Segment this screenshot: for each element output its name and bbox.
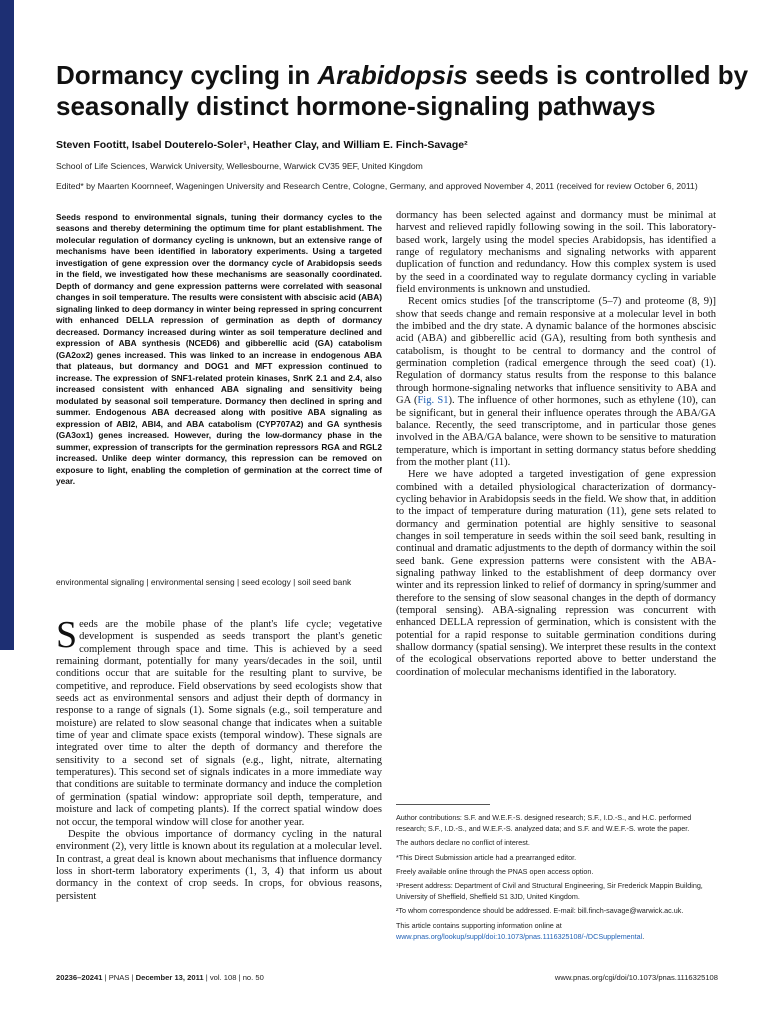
article-title bbox=[56, 60, 756, 122]
footer-journal: PNAS bbox=[108, 973, 130, 982]
footer-separator: | bbox=[131, 973, 134, 982]
body-column-left bbox=[56, 614, 382, 903]
intro-paragraph-1-text: eeds are the mobile phase of the plant's life cycle; vegetative development is suspended as seeds transport the plant's genetic complement through space and time. This is achieved by a seed remaining dormant, potentially for many years/decades in the soil, until conditions occur that are suitable for the resulting plant to survive, be competitive, and reproduce. Field observations by seed ecologists show that seeds act as environmental sensors and adjust their depth of dormancy in response to a range of signals (1). Some signals (e.g., soil temperature and moisture) are related to slow seasonal change that indicates when a suitable time of year and climate space exists (temporal window). These signals are integrated over time to alter the depth of dormancy and therefore the sensitivity to a second set of signals (e.g., light, nitrate, alternating temperatures). This second set of signals indicates in a more immediate way that conditions are suitable to terminate dormancy and induce the completion of germination (spatial window: appropriate soil depth, temperature, and moisture and lack of competing plants). If the correct spatial window does not occur, the temporal window will close for another year. bbox=[56, 619, 382, 828]
journal-sidebar bbox=[0, 0, 44, 650]
supporting-info-text: This article contains supporting information online at bbox=[396, 920, 562, 930]
intro-paragraph-5: Here we have adopted a targeted investigation of gene expression combined with a detailed physiological characterization of dormancy-cycling behavior in Arabidopsis seeds in the field. We show that, in addition to the impact of temperature during maturation (11), gene sets related to dormancy and germination potential are highly sensitive to seasonal changes in soil temperature in seeds within the soil seed bank, resulting in continual and dramatic adjustments to the depth of dormancy within the soil seed bank. Gene expression patterns were consistent with the ABA-signaling pathway linked to the establishment of deep dormancy over winter and its repression linked to relief of dormancy in spring/summer and therefore to the sensing of slow seasonal changes in the depth of dormancy (temporal sensing). ABA-signaling repression was concurrent with enhanced DELLA repression of germination, which is consistent with the potential for a rapid response to suitable germination conditions during shallow dormancy (spatial sensing). We interpret these results in the context of the ecological observations reported above to better understand the coordination of molecular mechanisms identified in the laboratory. bbox=[396, 469, 716, 678]
author-contributions: Author contributions: S.F. and W.E.F.-S. designed research; S.F., I.D.-S., and H.C. performed research; S.F., I.D.-S., and W.E.F.-S. analyzed data; and S.F. and W.E.F.-S. wrote the paper. bbox=[396, 813, 692, 834]
footer-citation bbox=[56, 973, 264, 982]
footer-doi: www.pnas.org/cgi/doi/10.1073/pnas.1116325108 bbox=[554, 973, 718, 982]
footer-separator: | bbox=[104, 973, 107, 982]
footnote-divider bbox=[396, 804, 490, 805]
footnotes bbox=[396, 812, 718, 945]
footer-issue: no. 50 bbox=[242, 973, 264, 982]
paragraph-4-text-a: Recent omics studies [of the transcriptome (5–7) and proteome (8, 9)] show that seeds change and remain responsive at a molecular level in both the imbibed and the dry state. A dynamic balance of the hormones abscisic acid (ABA) and gibberellic acid (GA), resulting from both synthesis and catabolism, is thought to be central to dormancy and the control of germination completion (radical emergence through the seed coat) (1). Regulation of dormancy status results from the response to this balance through hormone-signaling networks that influence sensitivity to ABA and GA ( bbox=[396, 296, 716, 407]
body-column-right bbox=[396, 210, 716, 679]
correspondence-note: ²To whom correspondence should be addressed. E-mail: bill.finch-savage@warwick.ac.uk. bbox=[396, 906, 684, 916]
intro-paragraph-3: dormancy has been selected against and dormancy must be minimal at harvest and relieved rapidly following sowing in the soil. This laboratory-based work, largely using the model species Arabidopsis, has identified a range of regulatory mechanisms and signaling networks with apparent duplication of function and redundancy. How this complex system is used by the seed in a coordinated way to regulate dormancy cycling in variable field environments is unknown and unstudied. bbox=[396, 210, 716, 296]
footer-volume: vol. 108 bbox=[209, 973, 237, 982]
sidebar-color-strip bbox=[0, 0, 14, 650]
abstract: Seeds respond to environmental signals, tuning their dormancy cycles to the seasons and thereby determining the optimum time for plant establishment. The molecular regulation of dormancy cycling is unknown, but an extensive range of mechanisms have been identified in laboratory experiments. Using a targeted investigation of gene expression over the dormancy cycle of Arabidopsis seeds in the field, we investigated how these mechanisms are seasonally coordinated. Depth of dormancy and gene expression patterns were correlated with seasonal changes in soil temperature. The results were consistent with abscisic acid (ABA) signaling linked to deep dormancy in winter being repressed in spring concurrent with enhanced DELLA repression of germination as depth of dormancy decreased. Dormancy increased during winter as soil temperature declined and expression of ABA synthesis (NCED6) and gibberellic acid (GA) catabolism (GA2ox2) genes increased. This was linked to an increase in endogenous ABA that plateaus, but dormancy and DOG1 and MFT expression continued to increase. The expression of SNF1-related protein kinases, SnrK 2.1 and 2.4, also increased consistent with enhanced ABA signaling and sensitivity being modulated by seasonal soil temperature. Dormancy then declined in spring and summer. Endogenous ABA decreased along with positive ABA signaling as expression of ABI2, ABI4, and ABA catabolism (CYP707A2) and GA synthesis (GA3ox1) genes increased. However, during the low-dormancy phase in the summer, expression of transcripts for the germination repressors RGA and RGL2 increased. Unlike deep winter dormancy, this repression can be removed on exposure to light, enabling the completion of germination at the correct time of year. bbox=[56, 212, 382, 487]
edited-by: Edited* by Maarten Koornneef, Wageningen University and Research Centre, Cologne, Germany, and approved November 4, 2011 (received for review October 6, 2011) bbox=[56, 181, 698, 191]
keywords: environmental signaling | environmental sensing | seed ecology | soil seed bank bbox=[56, 577, 352, 587]
affiliation: School of Life Sciences, Warwick University, Wellesbourne, Warwick CV35 9EF, United Kingdom bbox=[56, 161, 423, 171]
footer-pages: 20236–20241 bbox=[56, 973, 103, 982]
title-part2: seeds is controlled by seasonally distinct hormone-signaling pathways bbox=[56, 60, 749, 121]
intro-paragraph-1 bbox=[56, 614, 382, 829]
conflict-statement: The authors declare no conflict of interest. bbox=[396, 838, 530, 848]
intro-paragraph-2: Despite the obvious importance of dormancy cycling in the natural environment (2), very little is known about its regulation at a molecular level. In contrast, a great deal is known about mechanisms that influence dormancy loss in short-term laboratory experiments (1, 3, 4) that inform us about dormancy in the context of crop seeds. In crops, for obvious reasons, persistent bbox=[56, 828, 382, 902]
title-part1: Dormancy cycling in bbox=[56, 60, 318, 90]
title-italic: Arabidopsis bbox=[317, 60, 468, 90]
figure-s1-link[interactable]: Fig. S1 bbox=[417, 395, 449, 407]
open-access-note: Freely available online through the PNAS open access option. bbox=[396, 866, 594, 876]
author-list: Steven Footitt, Isabel Douterelo-Soler¹, Heather Clay, and William E. Finch-Savage² bbox=[56, 139, 468, 151]
supporting-info-link[interactable]: www.pnas.org/lookup/suppl/doi:10.1073/pnas.1116325108/-/DCSupplemental bbox=[396, 931, 643, 941]
present-address-note: ¹Present address: Department of Civil and Structural Engineering, Sir Frederick Mappin Building, University of Sheffield, Sheffield S1 3JD, United Kingdom. bbox=[396, 881, 703, 902]
supporting-info-end: . bbox=[642, 931, 645, 941]
paragraph-4-text-b: ). The influence of other hormones, such as ethylene (10), can be significant, but in general their influence operates through the ABA/GA balance. Recently, the seed transcriptome, and in particular those genes involved in the ABA/GA balance, were shown to be sensitive to maturation temperature, which is important in setting dormancy status before shedding from the mother plant (11). bbox=[396, 395, 716, 468]
intro-paragraph-4 bbox=[396, 296, 716, 469]
supporting-info-note bbox=[396, 920, 718, 942]
footer-date: December 13, 2011 bbox=[135, 973, 204, 982]
footer-separator: | bbox=[238, 973, 241, 982]
footer-separator: | bbox=[205, 973, 208, 982]
drop-cap: S bbox=[56, 614, 78, 656]
direct-submission-note: *This Direct Submission article had a prearranged editor. bbox=[396, 852, 577, 862]
